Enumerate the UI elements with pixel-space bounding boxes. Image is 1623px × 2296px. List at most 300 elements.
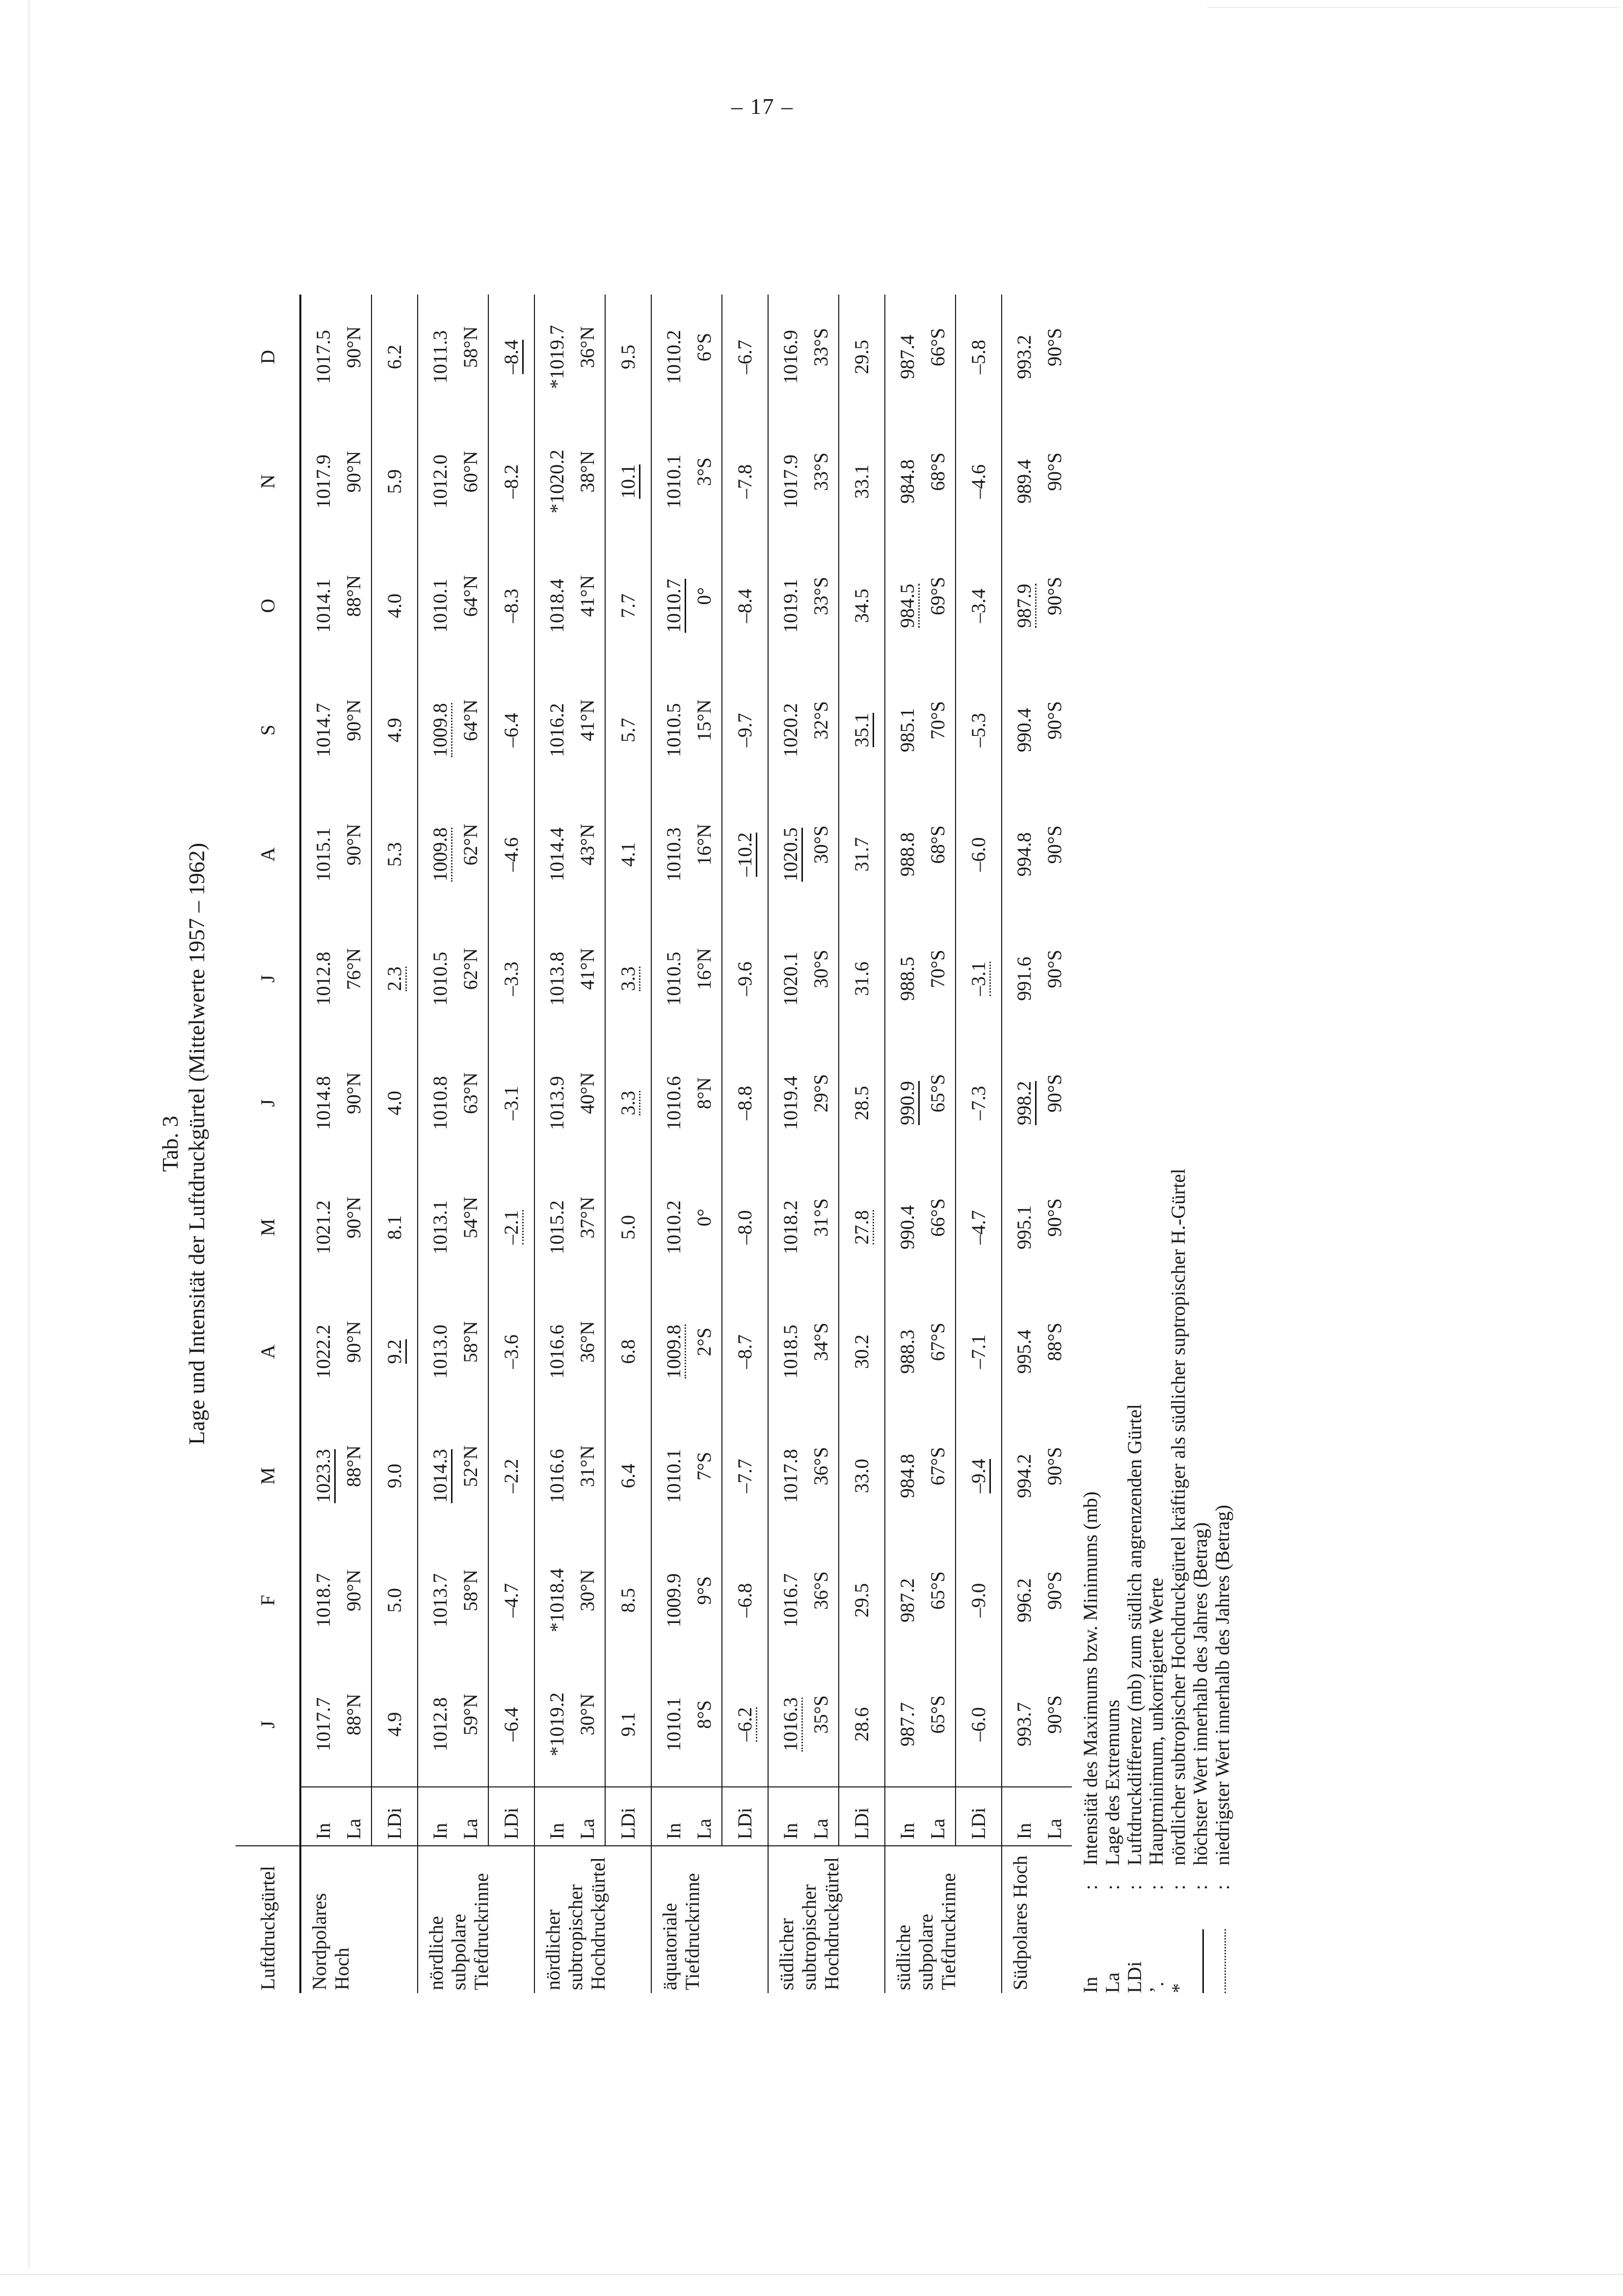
month-cell: [418, 792, 488, 917]
ldi-cell: [488, 792, 534, 917]
latitude-value: 90°N: [343, 824, 365, 865]
latitude-value: 33°S: [810, 576, 832, 616]
ldi-value: 30.2: [851, 1334, 873, 1369]
header-month: S: [236, 668, 300, 792]
legend-colon: :: [1123, 1884, 1145, 1890]
ldi-cell: [722, 1662, 768, 1786]
latitude-value: 37°N: [576, 1196, 598, 1239]
ldi-value: –5.8: [967, 340, 989, 375]
intensity-value: 1013.1: [429, 1200, 451, 1255]
month-cell: [534, 1165, 605, 1290]
month-cell: [768, 419, 839, 543]
intensity-value: 1012.8: [312, 951, 334, 1006]
ldi-cell: [488, 1165, 534, 1290]
ldi-value: –8.8: [734, 1085, 756, 1120]
ldi-cell: [488, 1662, 534, 1786]
table-header-row: [236, 295, 300, 1993]
ldi-cell: [372, 668, 418, 792]
intensity-value: 989.4: [1013, 459, 1035, 504]
intensity-value: 990.4: [896, 1205, 918, 1250]
ldi-cell: [722, 1165, 768, 1290]
latitude-value: 9°S: [693, 1576, 715, 1605]
intensity-value: 1020.2: [779, 703, 801, 757]
ldi-value: –3.1: [500, 1085, 522, 1120]
intensity-value: 1011.3: [429, 330, 451, 384]
ldi-cell: [956, 1414, 1002, 1538]
month-cell: [534, 1290, 605, 1414]
ldi-value: 5.0: [383, 1588, 405, 1613]
ldi-value: –3.4: [967, 589, 989, 623]
header-belt: Luftdruckgürtel: [236, 1846, 300, 1993]
ldi-cell: [722, 295, 768, 419]
latitude-value: 31°S: [810, 1198, 832, 1237]
belt-row: [1002, 295, 1072, 1993]
latitude-value: 33°S: [810, 328, 832, 367]
header-month: O: [236, 543, 300, 668]
ldi-value: 34.5: [851, 589, 873, 623]
intensity-value: 1016.9: [779, 330, 801, 384]
ldi-value: –8.7: [734, 1334, 756, 1369]
month-cell: [651, 1290, 722, 1414]
ldi-value: –9.4: [967, 1459, 991, 1493]
latitude-value: 0°: [693, 1209, 715, 1227]
latitude-value: 90°S: [1043, 576, 1065, 616]
ldi-cell: [956, 668, 1002, 792]
ldi-cell: [956, 1165, 1002, 1290]
ldi-value: 4.9: [383, 718, 405, 743]
month-cell: [1002, 668, 1072, 792]
legend-row: [1145, 717, 1168, 1993]
month-cell: [651, 917, 722, 1041]
ldi-cell: [722, 543, 768, 668]
intensity-value: *1018.4: [546, 1568, 568, 1632]
legend-row: [1168, 717, 1190, 1993]
ldi-cell: [605, 1538, 651, 1662]
latitude-value: 35°S: [810, 1695, 832, 1734]
latitude-value: 90°N: [343, 1196, 365, 1239]
legend-abbrev: LDi: [1123, 1961, 1145, 1993]
intensity-value: 991.6: [1013, 956, 1035, 1001]
ldi-cell: [605, 1041, 651, 1165]
month-cell: [1002, 419, 1072, 543]
ldi-cell: [839, 1414, 885, 1538]
ldi-value: –6.4: [500, 713, 522, 748]
row-codes: [534, 1787, 605, 1846]
latitude-value: 90°S: [1043, 949, 1065, 988]
ldi-value: 29.5: [851, 1583, 873, 1618]
intensity-value: 1018.7: [312, 1573, 334, 1627]
intensity-value: 994.2: [1013, 1454, 1035, 1498]
month-cell: [885, 419, 956, 543]
belt-name: nördlicher subtropischer Hochdruckgürtel: [534, 1846, 651, 1993]
month-cell: [1002, 1290, 1072, 1414]
month-cell: [534, 668, 605, 792]
intensity-value: 1018.5: [779, 1324, 801, 1379]
ldi-cell: [605, 419, 651, 543]
ldi-value: 5.7: [617, 718, 639, 743]
month-cell: [300, 419, 372, 543]
intensity-value: *1019.2: [546, 1692, 568, 1756]
month-cell: [651, 419, 722, 543]
latitude-value: 58°N: [459, 1321, 481, 1363]
belt-row: [300, 295, 372, 1993]
month-cell: [768, 917, 839, 1041]
belt-row: [534, 295, 605, 1993]
ldi-cell: [372, 1662, 418, 1786]
intensity-value: 1010.2: [663, 330, 685, 384]
latitude-value: 90°N: [343, 699, 365, 741]
ldi-value: –3.6: [500, 1334, 522, 1369]
month-cell: [768, 1414, 839, 1538]
belt-name: südlicher subtropischer Hochdruckgürtel: [768, 1846, 885, 1993]
ldi-cell: [956, 419, 1002, 543]
latitude-value: 65°S: [927, 1571, 949, 1610]
latitude-value: 29°S: [810, 1074, 832, 1113]
ldi-value: 4.1: [617, 842, 639, 867]
latitude-value: 2°S: [693, 1327, 715, 1356]
legend-row: [1124, 717, 1146, 1993]
ldi-value: –9.7: [734, 713, 756, 748]
month-cell: [885, 295, 956, 419]
belt-name: Südpolares Hoch: [1002, 1846, 1072, 1993]
ldi-value: 9.2: [383, 1339, 407, 1364]
latitude-value: 30°S: [810, 949, 832, 988]
intensity-value: 985.1: [896, 708, 918, 753]
latitude-value: 90°N: [343, 1569, 365, 1612]
latitude-value: 16°N: [693, 948, 715, 990]
ldi-cell: [722, 419, 768, 543]
code-in: In: [663, 1823, 685, 1839]
ldi-cell: [372, 1538, 418, 1662]
ldi-cell: [488, 917, 534, 1041]
latitude-value: 33°S: [810, 452, 832, 491]
ldi-value: –7.3: [967, 1085, 989, 1120]
latitude-value: 90°S: [1043, 701, 1065, 740]
code-la: La: [343, 1818, 365, 1839]
legend-abbrev: La: [1101, 1972, 1124, 1993]
ldi-value: –4.6: [967, 464, 989, 499]
ldi-row: [839, 295, 885, 1993]
latitude-value: 8°S: [693, 1700, 715, 1729]
month-cell: [1002, 295, 1072, 419]
ldi-cell: [839, 1041, 885, 1165]
intensity-value: 994.8: [1013, 832, 1035, 877]
intensity-value: 1023.3: [312, 1449, 336, 1503]
intensity-value: 995.4: [1013, 1329, 1035, 1374]
ldi-value: 8.1: [383, 1215, 405, 1240]
ldi-cell: [372, 419, 418, 543]
legend-abbrev: In: [1079, 1976, 1102, 1993]
month-cell: [418, 1414, 488, 1538]
legend-row: [1212, 717, 1234, 1993]
intensity-value: 993.2: [1013, 335, 1035, 379]
month-cell: [885, 668, 956, 792]
intensity-value: 1013.7: [429, 1573, 451, 1627]
intensity-value: 1014.7: [312, 703, 334, 757]
ldi-cell: [605, 543, 651, 668]
month-cell: [1002, 792, 1072, 917]
intensity-value: *1019.7: [546, 325, 568, 389]
intensity-value: 984.8: [896, 459, 918, 504]
latitude-value: 62°N: [459, 824, 481, 865]
intensity-value: 988.3: [896, 1329, 918, 1374]
latitude-value: 88°N: [343, 1445, 365, 1487]
month-cell: [885, 1662, 956, 1786]
month-cell: [300, 668, 372, 792]
ldi-value: –4.7: [967, 1210, 989, 1245]
ldi-cell: [488, 1290, 534, 1414]
code-ldi: LDi: [722, 1787, 768, 1846]
legend-colon: :: [1189, 1884, 1211, 1890]
month-cell: [418, 1538, 488, 1662]
month-cell: [300, 917, 372, 1041]
intensity-value: *1020.2: [546, 449, 568, 513]
intensity-value: 1021.2: [312, 1200, 334, 1255]
month-cell: [768, 1041, 839, 1165]
belt-name: äquatoriale Tiefdruckrinne: [651, 1846, 768, 1993]
header-month: M: [236, 1165, 300, 1290]
latitude-value: 60°N: [459, 451, 481, 493]
month-cell: [418, 1041, 488, 1165]
ldi-value: 9.0: [383, 1463, 405, 1488]
legend-key: [1124, 1890, 1145, 1993]
month-cell: [1002, 917, 1072, 1041]
ldi-value: 6.2: [383, 345, 405, 370]
ldi-cell: [839, 543, 885, 668]
ldi-value: 8.5: [617, 1588, 639, 1613]
latitude-value: 90°S: [1043, 328, 1065, 367]
month-cell: [651, 295, 722, 419]
ldi-value: 29.5: [851, 340, 873, 375]
ldi-value: –8.2: [500, 464, 522, 499]
month-cell: [300, 1662, 372, 1786]
ldi-row: [956, 295, 1002, 1993]
ldi-cell: [956, 1538, 1002, 1662]
month-cell: [534, 1662, 605, 1786]
month-cell: [300, 1538, 372, 1662]
intensity-value: 984.8: [896, 1454, 918, 1498]
latitude-value: 88°S: [1043, 1323, 1065, 1361]
ldi-cell: [605, 295, 651, 419]
latitude-value: 90°N: [343, 326, 365, 368]
latitude-value: 7°S: [693, 1452, 715, 1481]
latitude-value: 69°S: [927, 576, 949, 616]
intensity-value: 1015.2: [546, 1200, 568, 1255]
code-ldi: LDi: [956, 1787, 1002, 1846]
intensity-value: 1013.0: [429, 1324, 451, 1379]
latitude-value: 16°N: [693, 824, 715, 865]
header-month: N: [236, 419, 300, 543]
ldi-value: 9.5: [617, 345, 639, 370]
ldi-cell: [605, 792, 651, 917]
intensity-value: 1019.1: [779, 579, 801, 633]
ldi-value: –2.1: [500, 1210, 524, 1244]
code-ldi: LDi: [605, 1787, 651, 1846]
ldi-value: –7.7: [734, 1459, 756, 1493]
latitude-value: 30°N: [576, 1694, 598, 1735]
latitude-value: 90°S: [1043, 1571, 1065, 1610]
month-cell: [1002, 1538, 1072, 1662]
latitude-value: 90°S: [1043, 1695, 1065, 1734]
intensity-value: 1009.8: [429, 703, 452, 757]
ldi-cell: [488, 419, 534, 543]
ldi-value: 2.3: [383, 967, 407, 991]
ldi-value: –6.8: [734, 1583, 756, 1618]
code-la: La: [810, 1818, 832, 1839]
intensity-value: 1016.2: [546, 703, 568, 757]
legend-key: [1102, 1890, 1123, 1993]
table-body: [300, 295, 1072, 1993]
header-month: M: [236, 1414, 300, 1538]
legend-row: [1080, 717, 1102, 1993]
intensity-value: 1012.8: [429, 1697, 451, 1752]
intensity-value: 1013.9: [546, 1076, 568, 1130]
legend-text: niedrigster Wert innerhalb des Jahres (Betrag): [1211, 1505, 1233, 1865]
ldi-value: –8.4: [500, 340, 524, 374]
legend-colon: :: [1101, 1884, 1123, 1890]
ldi-row: [488, 295, 534, 1993]
code-ldi: LDi: [488, 1787, 534, 1846]
month-cell: [885, 1290, 956, 1414]
latitude-value: 66°S: [927, 328, 949, 367]
intensity-value: 1022.2: [312, 1324, 334, 1379]
intensity-value: 1010.1: [663, 1449, 685, 1503]
latitude-value: 36°N: [576, 326, 598, 368]
intensity-value: 1018.4: [546, 579, 568, 633]
month-cell: [651, 1538, 722, 1662]
ldi-cell: [372, 917, 418, 1041]
legend-text: höchster Wert innerhalb des Jahres (Betrag): [1189, 1522, 1211, 1865]
belt-name: südliche subpolare Tiefdruckrinne: [885, 1846, 1002, 1993]
intensity-value: 1017.8: [779, 1449, 801, 1503]
intensity-value: 1017.5: [312, 330, 334, 384]
ldi-cell: [839, 668, 885, 792]
intensity-value: 1016.7: [779, 1573, 801, 1627]
legend-text: Luftdruckdifferenz (mb) zum südlich angrenzenden Gürtel: [1123, 1404, 1145, 1865]
legend-key: [1168, 1890, 1190, 1993]
month-cell: [300, 792, 372, 917]
code-ldi: LDi: [839, 1787, 885, 1846]
intensity-value: 1020.1: [779, 951, 801, 1006]
ldi-cell: [956, 295, 1002, 419]
header-month: F: [236, 1538, 300, 1662]
month-cell: [768, 1538, 839, 1662]
ldi-cell: [839, 917, 885, 1041]
ldi-cell: [488, 668, 534, 792]
latitude-value: 58°N: [459, 1569, 481, 1612]
ldi-cell: [722, 1290, 768, 1414]
intensity-value: 984.5: [896, 584, 920, 628]
intensity-value: 1010.5: [663, 951, 685, 1006]
belt-name: Nordpolares Hoch: [308, 1893, 353, 1990]
latitude-value: 65°S: [927, 1074, 949, 1113]
ldi-cell: [722, 792, 768, 917]
ldi-value: 3.3: [617, 1091, 640, 1115]
intensity-value: 996.2: [1013, 1578, 1035, 1622]
ldi-value: –4.6: [500, 837, 522, 872]
month-cell: [768, 295, 839, 419]
month-cell: [534, 792, 605, 917]
latitude-value: 38°N: [576, 451, 598, 493]
ldi-cell: [722, 1414, 768, 1538]
legend-text: Intensität des Maximums bzw. Minimums (mb): [1079, 1491, 1101, 1865]
code-la: La: [576, 1818, 598, 1839]
latitude-value: 68°S: [927, 825, 949, 864]
header-month: J: [236, 917, 300, 1041]
page-number: – 17 –: [731, 94, 794, 119]
table-title: Lage und Intensität der Luftdruckgürtel (Mittelwerte 1957 – 1962): [184, 842, 209, 1445]
ldi-value: –6.4: [500, 1707, 522, 1742]
intensity-value: 1010.1: [663, 454, 685, 509]
legend-colon: :: [1145, 1884, 1168, 1890]
ldi-value: –4.7: [500, 1583, 522, 1618]
intensity-value: 1010.1: [663, 1697, 685, 1752]
ldi-value: –3.3: [500, 961, 522, 996]
ldi-value: –6.2: [734, 1707, 757, 1742]
month-cell: [768, 1290, 839, 1414]
legend-text: Hauptminimum, unkorrigierte Werte: [1145, 1578, 1168, 1865]
ldi-cell: [605, 1414, 651, 1538]
row-codes: [418, 1787, 488, 1846]
latitude-value: 34°S: [810, 1323, 832, 1361]
header-month: J: [236, 1662, 300, 1786]
latitude-value: 90°S: [1043, 1074, 1065, 1113]
month-cell: [885, 1538, 956, 1662]
latitude-value: 58°N: [459, 326, 481, 368]
ldi-cell: [839, 1165, 885, 1290]
ldi-value: –6.7: [734, 340, 756, 375]
intensity-value: 998.2: [1013, 1081, 1037, 1125]
intensity-value: 1009.9: [663, 1573, 685, 1627]
month-cell: [534, 1538, 605, 1662]
month-cell: [300, 1041, 372, 1165]
intensity-value: 1016.6: [546, 1449, 568, 1503]
legend-key: [1080, 1890, 1101, 1993]
latitude-value: 68°S: [927, 452, 949, 491]
ldi-value: 5.9: [383, 469, 405, 494]
month-cell: [768, 668, 839, 792]
latitude-value: 65°S: [927, 1695, 949, 1734]
legend-colon: :: [1167, 1884, 1190, 1890]
row-codes: [768, 1787, 839, 1846]
latitude-value: 70°S: [927, 949, 949, 988]
legend-text: Lage des Extremums: [1101, 1700, 1123, 1865]
intensity-value: 1013.8: [546, 951, 568, 1006]
intensity-value: 995.1: [1013, 1205, 1035, 1250]
intensity-value: 1018.2: [779, 1200, 801, 1255]
month-cell: [768, 543, 839, 668]
ldi-row: [722, 295, 768, 1993]
month-cell: [885, 1041, 956, 1165]
latitude-value: 59°N: [459, 1694, 481, 1735]
ldi-value: 9.1: [617, 1712, 639, 1737]
ldi-value: 10.1: [617, 464, 640, 499]
ldi-value: 31.7: [851, 837, 873, 872]
code-la: La: [693, 1818, 715, 1839]
month-cell: [768, 1662, 839, 1786]
intensity-value: 1010.2: [663, 1200, 685, 1255]
intensity-value: 1009.8: [663, 1324, 686, 1378]
intensity-value: 1010.5: [429, 951, 451, 1006]
ldi-value: –8.3: [500, 589, 522, 623]
ldi-cell: [956, 917, 1002, 1041]
legend: [1080, 717, 1234, 1993]
month-cell: [651, 1414, 722, 1538]
legend-key: [1190, 1890, 1211, 1993]
month-cell: [651, 1662, 722, 1786]
ldi-cell: [839, 1538, 885, 1662]
ldi-value: 4.0: [383, 1090, 405, 1115]
